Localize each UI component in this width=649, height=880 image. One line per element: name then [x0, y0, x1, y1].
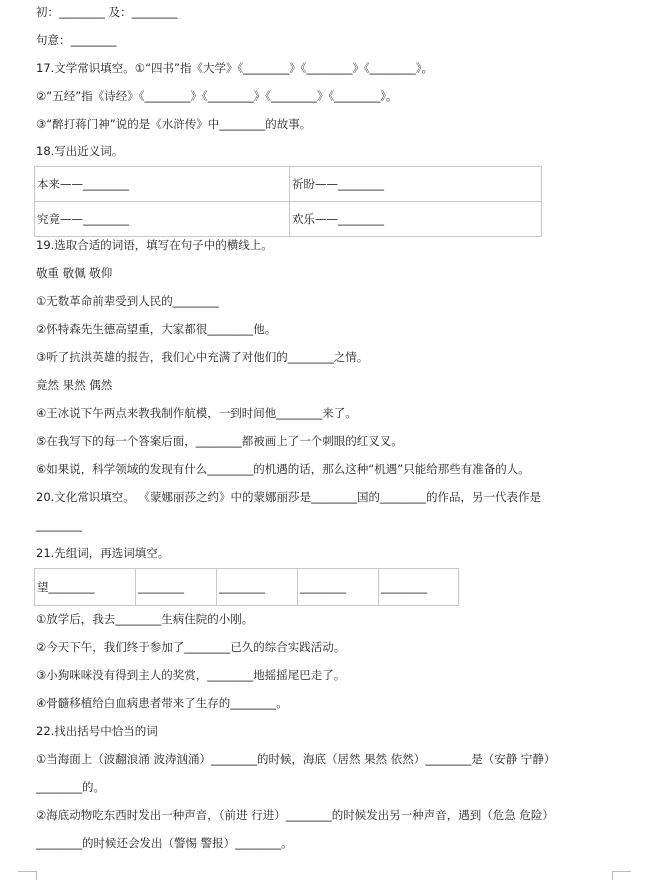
- synonym-cell: 究竟——________: [35, 202, 290, 237]
- word-group-cell: ________: [379, 569, 459, 606]
- q19-sentence-4: ④王冰说下午两点来教我制作航模，一到时间他________来了。: [36, 406, 357, 420]
- q16-chu-ji-line: 初：________ 及：________: [36, 5, 178, 19]
- q21-sentence-4: ④骨髓移植给白血病患者带来了生存的________。: [36, 696, 288, 710]
- q22-line-1: ①当海面上（波翻浪涌 波涛汹涌）________的时候，海底（居然 果然 依然）________是（安静 宁静）: [36, 752, 556, 766]
- q18-heading: 18.写出近义词。: [36, 144, 124, 158]
- synonym-cell: 祈盼——________: [290, 167, 542, 202]
- page-corner-mark-left: [18, 871, 37, 880]
- q20-line-2: ________: [36, 518, 82, 532]
- word-group-cell: 望________: [35, 569, 136, 606]
- synonym-table: [34, 166, 542, 237]
- table-row: [35, 202, 542, 237]
- q21-sentence-1: ①放学后，我去________生病住院的小刚。: [36, 612, 254, 626]
- q17-line-2: ②“五经”指《诗经》《________》《________》《________》《________》。: [36, 89, 398, 103]
- q22-heading: 22.找出括号中恰当的词: [36, 724, 158, 738]
- q19-sentence-6: ⑥如果说，科学领域的发现有什么________的机遇的话，那么这种“机遇”只能给那些有准备的人。: [36, 462, 530, 476]
- q19-sentence-5: ⑤在我写下的每一个答案后面，________都被画上了一个刺眼的红叉叉。: [36, 434, 403, 448]
- q17-line-1: 17.文学常识填空。①“四书”指《大学》《________》《________》《________》。: [36, 61, 434, 75]
- q22-line-4: ________的时候还会发出（警惕 警报）________。: [36, 836, 293, 850]
- q21-sentence-2: ②今天下午，我们终于参加了________已久的综合实践活动。: [36, 640, 346, 654]
- q21-sentence-3: ③小狗咪咪没有得到主人的奖赏，________地摇摇尾巴走了。: [36, 668, 346, 682]
- synonym-cell: 本来——________: [35, 167, 290, 202]
- word-group-table: [34, 568, 459, 606]
- q19-sentence-2: ②怀特森先生德高望重，大家都很________他。: [36, 322, 277, 336]
- word-group-cell: ________: [136, 569, 217, 606]
- synonym-cell: 欢乐——________: [290, 202, 542, 237]
- q20-line-1: 20.文化常识填空。 《蒙娜丽莎之约》中的蒙娜丽莎是________国的________的作品，另一代表作是: [36, 490, 541, 504]
- q19-options-2: 竟然 果然 偶然: [36, 378, 113, 392]
- q17-line-3: ③“醉打蒋门神”说的是《水浒传》中________的故事。: [36, 117, 312, 131]
- q21-heading: 21.先组词，再选词填空。: [36, 546, 170, 560]
- q22-line-3: ②海底动物吃东西时发出一种声音，（前进 行进）________的时候发出另一种声音，遇到（危急 危险）: [36, 808, 554, 822]
- q19-heading: 19.选取合适的词语，填写在句子中的横线上。: [36, 238, 273, 252]
- q19-options-1: 敬重 敬佩 敬仰: [36, 266, 113, 280]
- page-corner-mark-right: [612, 871, 631, 880]
- q22-line-2: ________的。: [36, 780, 105, 794]
- table-row: [35, 569, 459, 606]
- table-row: [35, 167, 542, 202]
- q19-sentence-1: ①无数革命前辈受到人民的________: [36, 294, 219, 308]
- q16-meaning-line: 句意：________: [36, 33, 117, 47]
- word-group-cell: ________: [217, 569, 298, 606]
- q19-sentence-3: ③听了抗洪英雄的报告，我们心中充满了对他们的________之情。: [36, 350, 369, 364]
- word-group-cell: ________: [298, 569, 379, 606]
